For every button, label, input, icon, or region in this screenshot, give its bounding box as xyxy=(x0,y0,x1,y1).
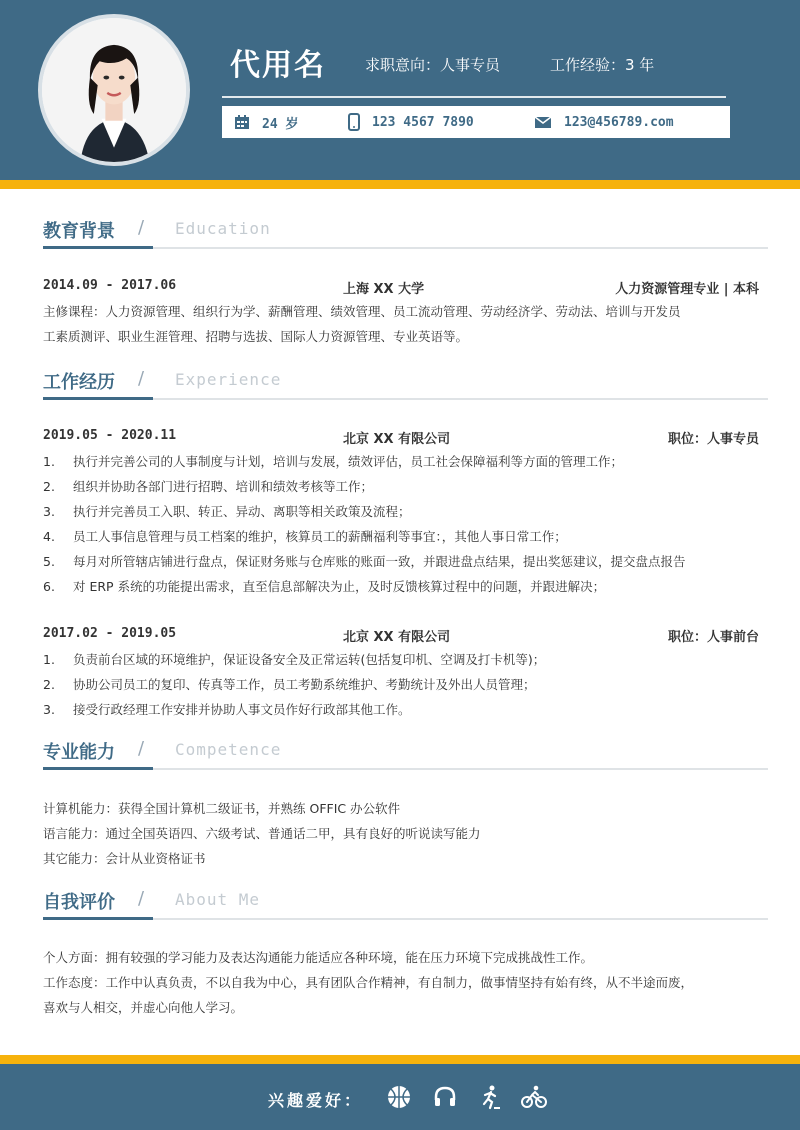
job-row xyxy=(43,428,759,448)
about-accent xyxy=(43,917,153,920)
portrait-photo xyxy=(42,18,186,162)
email-text[interactable]: 123@456789.com xyxy=(564,114,674,130)
education-title: 教育背景 xyxy=(43,221,115,242)
work-experience-years: 工作经验：3 年 xyxy=(550,56,655,74)
age-item xyxy=(234,106,298,138)
competence-line: 语言能力：通过全国英语四、六级考试、普通话二甲，具有良好的听说读写能力 xyxy=(43,826,481,841)
list-item: 3. 执行并完善员工入职、转正、异动、离职等相关政策及流程； xyxy=(43,504,411,519)
headphones-icon xyxy=(432,1084,458,1110)
list-item: 1. 负责前台区域的环境维护，保证设备安全及正常运转(包括复印机、空调及打卡机等)； xyxy=(43,652,546,667)
job-intent: 求职意向：人事专员 xyxy=(365,56,501,74)
email-item xyxy=(534,106,674,138)
list-item: 6. 对 ERP 系统的功能提出需求，直至信息部解决为止，及时反馈核算过程中的问题，并跟进解决； xyxy=(43,579,606,594)
work-accent xyxy=(43,397,153,400)
job-duties-list xyxy=(43,449,765,599)
education-major: 人力资源管理专业 | 本科 xyxy=(615,282,759,297)
about-line: 工作态度：工作中认真负责，不以自我为中心，具有团队合作精神，有自制力，做事情坚持有始有终，从不半途而废， xyxy=(43,975,694,990)
about-line: 个人方面：拥有较强的学习能力及表达沟通能力能适应各种环境，能在压力环境下完成挑战性工作。 xyxy=(43,950,594,965)
cycling-icon xyxy=(521,1084,547,1110)
competence-title: 专业能力 xyxy=(43,742,115,763)
work-slash: / xyxy=(138,368,145,389)
about-title: 自我评价 xyxy=(43,892,115,913)
job-duties-list xyxy=(43,647,765,722)
contact-bar xyxy=(222,106,730,138)
competence-title-en: Competence xyxy=(175,740,282,759)
job-row xyxy=(43,626,759,646)
header-banner xyxy=(0,0,800,180)
footer-accent-stripe xyxy=(0,1055,800,1064)
education-courses xyxy=(43,299,765,349)
header-divider xyxy=(222,96,726,98)
job-position: 职位：人事专员 xyxy=(667,432,759,447)
phone-text[interactable]: 123 4567 7890 xyxy=(372,114,474,130)
hobby-label: 兴趣爱好： xyxy=(268,1091,364,1110)
calendar-icon xyxy=(234,114,250,130)
phone-item xyxy=(348,106,474,138)
list-item: 5. 每月对所管辖店铺进行盘点，保证财务账与仓库账的账面一致，并跟进盘点结果，提出奖惩建议，提交盘点报告 xyxy=(43,554,686,569)
education-row xyxy=(43,278,759,298)
education-slash: / xyxy=(138,217,145,238)
footer-banner xyxy=(0,1064,800,1130)
candidate-name: 代用名 xyxy=(230,48,326,83)
phone-icon xyxy=(348,113,360,131)
education-accent xyxy=(43,246,153,249)
about-text xyxy=(43,945,765,1020)
education-title-en: Education xyxy=(175,219,271,238)
job-company: 北京 XX 有限公司 xyxy=(343,630,451,645)
about-line: 喜欢与人相交，并虚心向他人学习。 xyxy=(43,1000,244,1015)
competence-accent xyxy=(43,767,153,770)
competence-slash: / xyxy=(138,738,145,759)
list-item: 2. 协助公司员工的复印、传真等工作，员工考勤系统维护、考勤统计及外出人员管理； xyxy=(43,677,536,692)
age-text: 24 岁 xyxy=(262,116,299,132)
competence-list xyxy=(43,796,765,871)
work-title-en: Experience xyxy=(175,370,282,389)
job-company: 北京 XX 有限公司 xyxy=(343,432,451,447)
list-item: 1. 执行并完善公司的人事制度与计划，培训与发展，绩效评估，员工社会保障福利等方面的管理工作； xyxy=(43,454,624,469)
education-school: 上海 XX 大学 xyxy=(343,282,425,297)
list-item: 2. 组织并协助各部门进行招聘、培训和绩效考核等工作； xyxy=(43,479,374,494)
list-item: 4. 员工人事信息管理与员工档案的维护，核算员工的薪酬福利等事宜：，其他人事日常工作； xyxy=(43,529,567,544)
competence-line: 计算机能力：获得全国计算机二级证书，并熟练 OFFIC 办公软件 xyxy=(43,801,401,816)
job-position: 职位：人事前台 xyxy=(667,630,759,645)
avatar xyxy=(38,14,190,166)
mail-icon xyxy=(534,115,552,129)
running-icon xyxy=(477,1084,503,1110)
job-period: 2019.05 - 2020.11 xyxy=(43,428,177,443)
job-period: 2017.02 - 2019.05 xyxy=(43,626,177,641)
list-item: 3. 接受行政经理工作安排并协助人事文员作好行政部其他工作。 xyxy=(43,702,411,717)
courses-line-2: 工素质测评、职业生涯管理、招聘与选拔、国际人力资源管理、专业英语等。 xyxy=(43,329,469,344)
education-period: 2014.09 - 2017.06 xyxy=(43,278,177,293)
competence-line: 其它能力：会计从业资格证书 xyxy=(43,851,206,866)
header-accent-stripe xyxy=(0,180,800,189)
about-slash: / xyxy=(138,888,145,909)
about-title-en: About Me xyxy=(175,890,261,909)
work-title: 工作经历 xyxy=(43,372,115,393)
basketball-icon xyxy=(386,1084,412,1110)
courses-line-1: 主修课程：人力资源管理、组织行为学、薪酬管理、绩效管理、员工流动管理、劳动经济学、劳动法、培训与开发员 xyxy=(43,304,681,319)
